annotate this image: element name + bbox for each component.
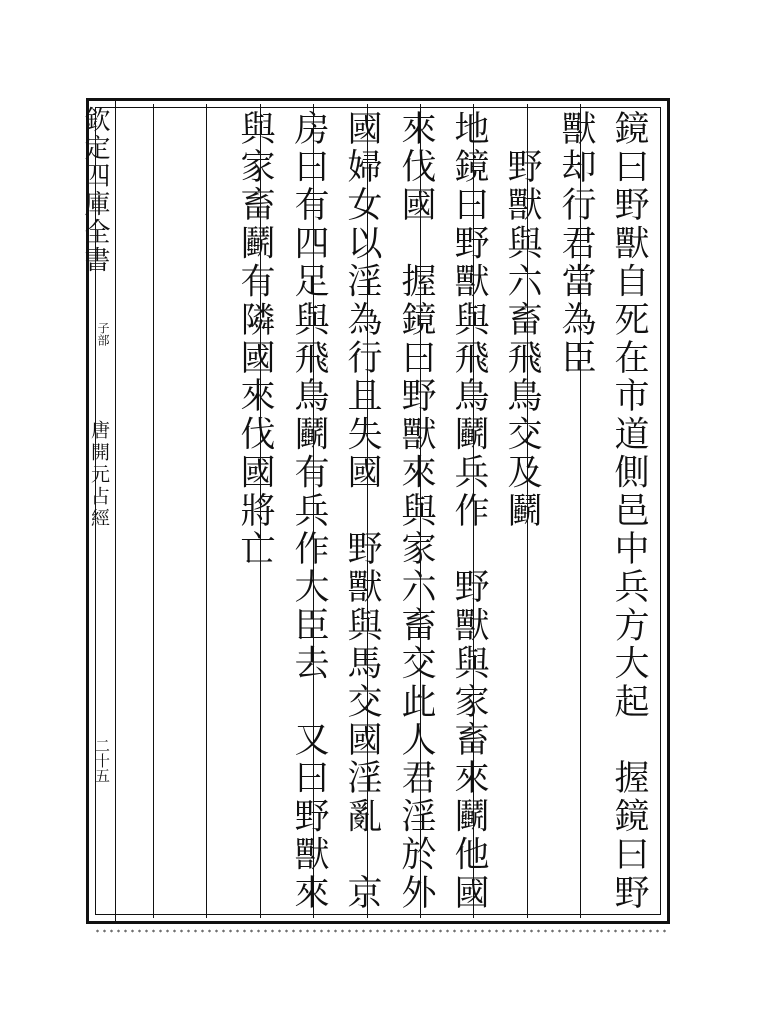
column-rule	[153, 104, 154, 918]
text-column-3: 野獸與六畜飛鳥交及鬬	[502, 110, 542, 531]
text-column-6: 國婦女以淫為行且失國 野獸與馬交國淫亂 京	[342, 110, 382, 913]
text-column-8: 與家畜鬬有隣國來伐國將亡	[235, 110, 275, 569]
text-column-4: 地鏡曰野獸與飛鳥鬬兵作 野獸與家畜來鬬他國	[449, 110, 489, 913]
column-rule	[206, 104, 207, 918]
section-label: 子部	[96, 322, 110, 346]
text-column-2: 獸却行君當為臣	[556, 110, 596, 378]
scan-edge-dots	[94, 928, 669, 934]
text-column-7: 房曰有四足與飛鳥鬬有兵作大臣去 又曰野獸來	[289, 110, 329, 913]
text-column-5: 來伐國 握鏡曰野獸來與家六畜交此人君淫於外	[396, 110, 436, 913]
page-number: 二十五	[93, 738, 111, 783]
collection-title: 欽定四庫全書	[80, 106, 110, 274]
text-column-1: 鏡曰野獸自死在市道側邑中兵方大起 握鏡曰野	[609, 110, 649, 913]
book-title: 唐開元占經	[88, 420, 110, 530]
